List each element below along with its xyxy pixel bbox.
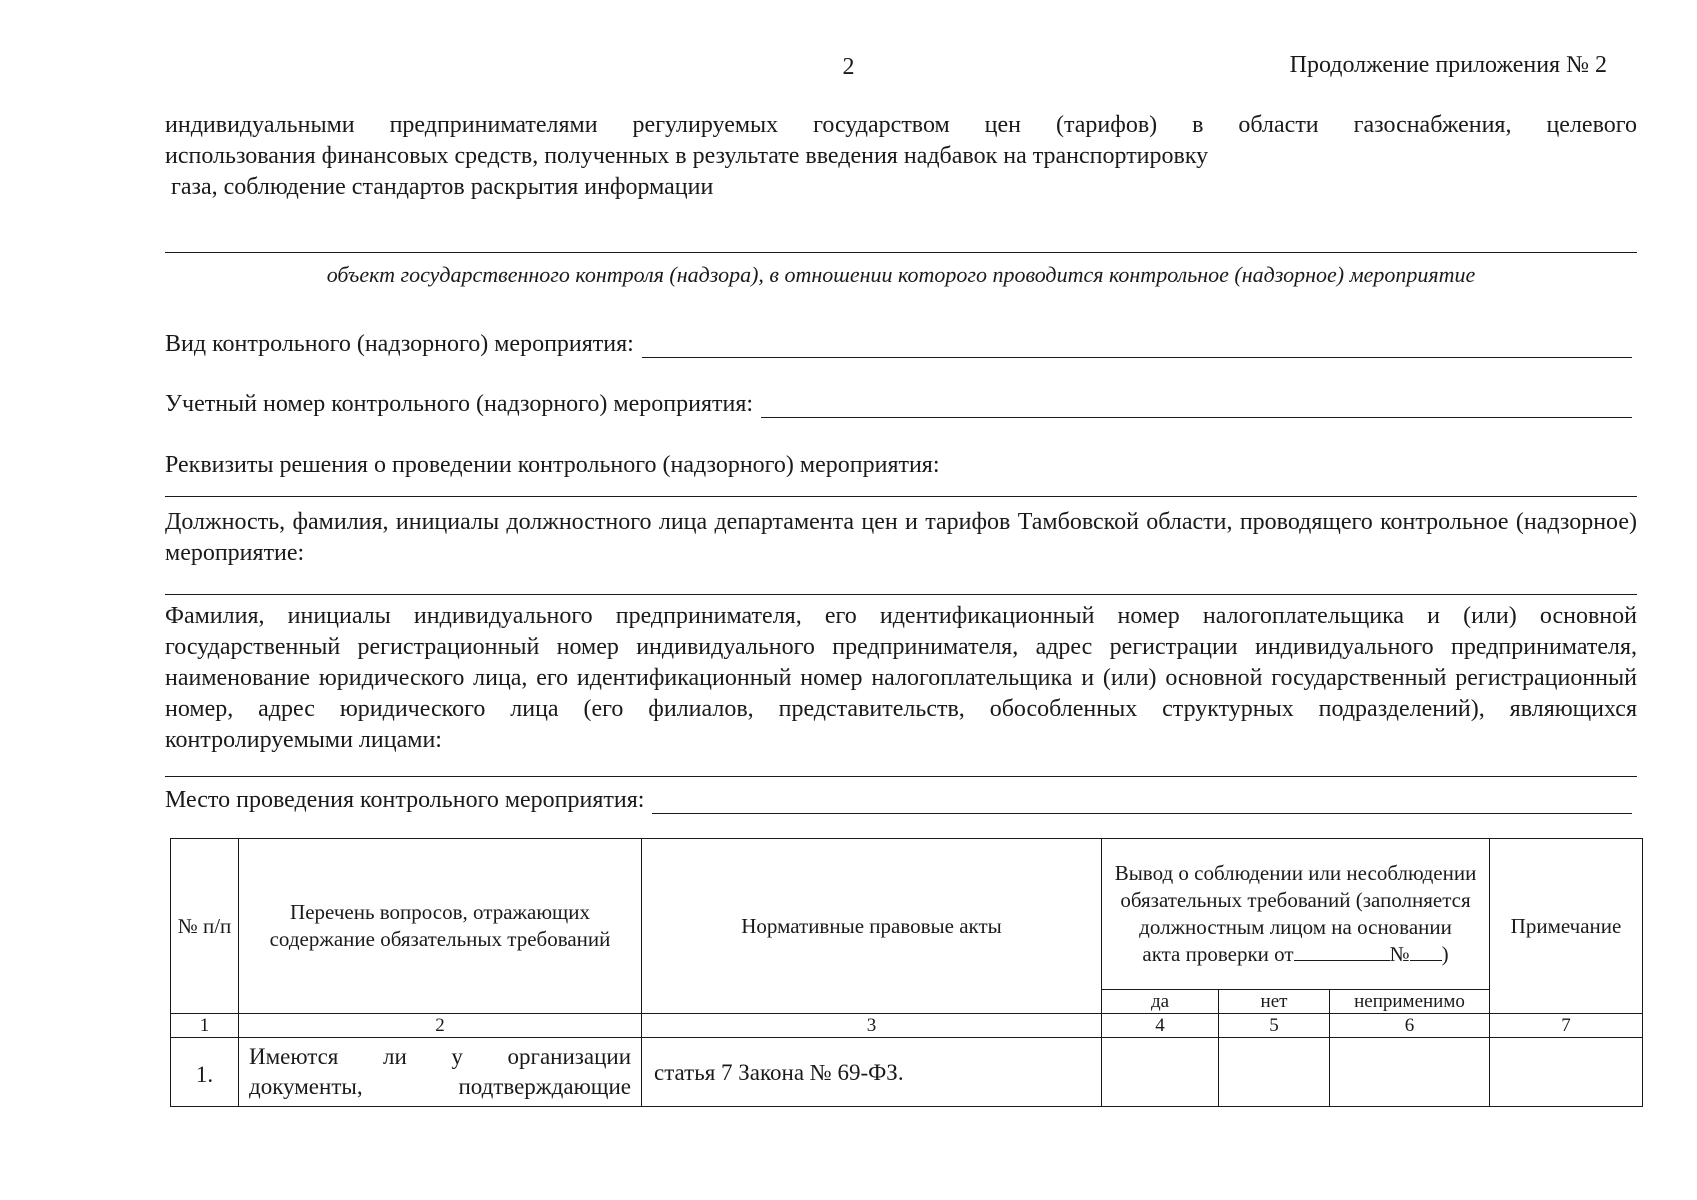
decision-details-underline	[165, 496, 1637, 497]
row-yes-cell[interactable]	[1102, 1038, 1219, 1107]
object-caption: объект государственного контроля (надзора), в отношении которого проводится контрольное (надзорное) мероприятие	[326, 262, 1476, 287]
header-conclusion-text: Вывод о соблюдении или несоблюдении обязательных требований (заполняется должностным лицом на основании	[1114, 861, 1477, 939]
header-acts: Нормативные правовые акты	[642, 839, 1102, 1014]
row-na-cell[interactable]	[1330, 1038, 1490, 1107]
controlled-persons-label: Фамилия, инициалы индивидуального предпринимателя, его идентификационный номер налогоплательщика и (или) основной государственный регистрационный номер индивидуального предпринимателя, адрес регистрации индивидуального предпринимателя, наименование юридического лица, его идентификационный номер налогоплательщика и (или) основной государственный регистрационный номер, адрес юридического лица (его филиалов, представительств, обособленных структурных подразделений), являющихся контролируемыми лицами:	[165, 603, 1637, 753]
header-conclusion	[1102, 839, 1490, 990]
intro-paragraph	[165, 110, 1637, 203]
appendix-note: Продолжение приложения № 2	[1289, 52, 1607, 78]
record-number-field	[165, 390, 1632, 418]
header-num: № п/п	[171, 839, 239, 1014]
header-conclusion-close: )	[1441, 942, 1449, 966]
header-yes: да	[1102, 990, 1219, 1014]
page-number: 2	[842, 54, 855, 80]
column-number: 1	[171, 1014, 239, 1038]
place-blank	[652, 791, 1632, 814]
official-label: Должность, фамилия, инициалы должностного лица департамента цен и тарифов Тамбовской области, проводящего контрольное (надзорное) мероприятие:	[165, 509, 1637, 566]
row-act: статья 7 Закона № 69-ФЗ.	[642, 1038, 1102, 1107]
row-no-cell[interactable]	[1219, 1038, 1330, 1107]
header-conclusion-prefix: акта проверки от	[1142, 942, 1294, 966]
table-header-row	[171, 839, 1643, 990]
intro-line-2: использования финансовых средств, полученных в результате введения надбавок на транспортировку	[165, 143, 1209, 169]
row-number: 1.	[171, 1038, 239, 1107]
table-row	[171, 1038, 1643, 1107]
header-note: Примечание	[1490, 839, 1643, 1014]
act-date-blank	[1294, 942, 1390, 961]
official-underline	[165, 594, 1637, 595]
header-na: неприменимо	[1330, 990, 1490, 1014]
header-no: нет	[1219, 990, 1330, 1014]
control-type-field	[165, 330, 1632, 358]
row-note-cell[interactable]	[1490, 1038, 1643, 1107]
column-number: 2	[239, 1014, 642, 1038]
column-number: 4	[1102, 1014, 1219, 1038]
place-label: Место проведения контрольного мероприятия:	[165, 787, 645, 813]
intro-line-1: индивидуальными предпринимателями регулируемых государством цен (тарифов) в области газоснабжения, целевого	[165, 112, 1637, 138]
intro-line-3: газа, соблюдение стандартов раскрытия информации	[171, 174, 714, 200]
row-question: Имеются ли у организации документы, подтверждающие	[239, 1038, 642, 1107]
column-number: 6	[1330, 1014, 1490, 1038]
control-type-label: Вид контрольного (надзорного) мероприятия:	[165, 331, 634, 357]
controlled-persons-underline	[165, 776, 1637, 777]
checklist-table	[170, 838, 1643, 1107]
decision-details-label: Реквизиты решения о проведении контрольного (надзорного) мероприятия:	[165, 452, 940, 478]
column-number: 3	[642, 1014, 1102, 1038]
header-conclusion-no: №	[1389, 942, 1410, 966]
place-field	[165, 786, 1632, 814]
record-number-blank	[761, 395, 1632, 418]
control-type-blank	[642, 335, 1632, 358]
act-number-blank	[1410, 942, 1442, 961]
column-number-row	[171, 1014, 1643, 1038]
record-number-label: Учетный номер контрольного (надзорного) мероприятия:	[165, 391, 754, 417]
header-conclusion-act-line	[1142, 942, 1448, 966]
column-number: 5	[1219, 1014, 1330, 1038]
column-number: 7	[1490, 1014, 1643, 1038]
object-underline	[165, 252, 1637, 253]
header-questions: Перечень вопросов, отражающих содержание обязательных требований	[239, 839, 642, 1014]
